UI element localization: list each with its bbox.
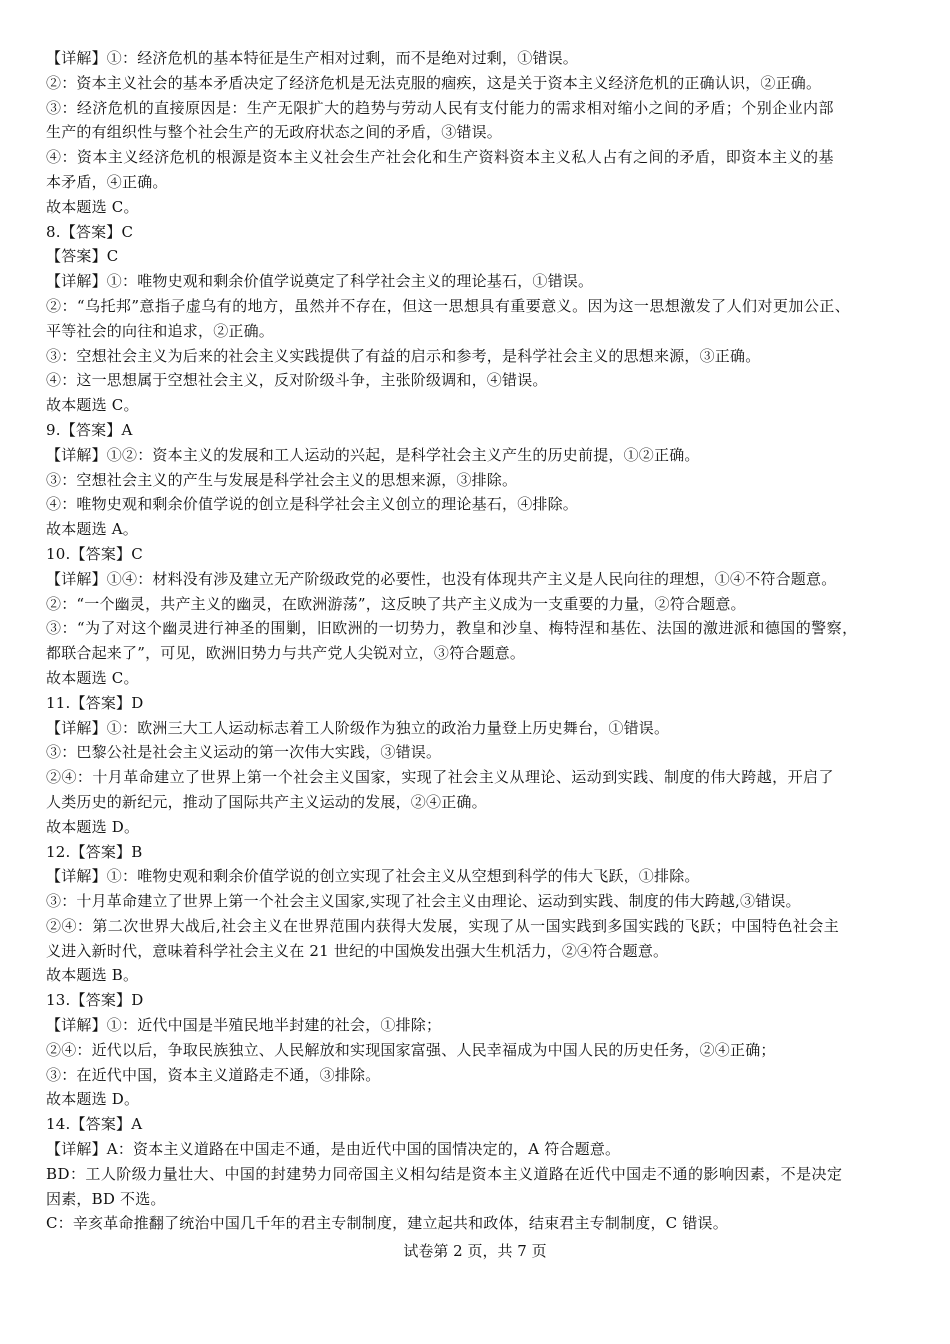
text-line: 【详解】①：近代中国是半殖民地半封建的社会，①排除； <box>46 1016 442 1035</box>
text-line: 义进入新时代，意味着科学社会主义在 21 世纪的中国焕发出强大生机活力，②④符合题意。 <box>46 941 669 960</box>
text-line: 【详解】①：欧洲三大工人运动标志着工人阶级作为独立的政治力量登上历史舞台，①错误。 <box>46 718 670 737</box>
text-line: 故本题选 C。 <box>46 396 139 415</box>
text-line: 【详解】①④：材料没有涉及建立无产阶级政党的必要性，也没有体现共产主义是人民向往的理想，①④不符合题意。 <box>46 569 837 588</box>
text-line: 13.【答案】D <box>46 991 144 1010</box>
text-line: ②④：十月革命建立了世界上第一个社会主义国家，实现了社会主义从理论、运动到实践、制度的伟大跨越，开启了 <box>46 768 834 787</box>
text-line: ④：资本主义经济危机的根源是资本主义社会生产社会化和生产资料资本主义私人占有之间的矛盾，即资本主义的基 <box>46 148 834 167</box>
text-line: BD：工人阶级力量壮大、中国的封建势力同帝国主义相勾结是资本主义道路在近代中国走不通的影响因素，不是决定 <box>46 1164 843 1183</box>
text-line: 故本题选 B。 <box>46 966 139 985</box>
text-line: C：辛亥革命推翻了统治中国几千年的君主专制制度，建立起共和政体，结束君主专制制度，C 错误。 <box>46 1214 728 1233</box>
text-line: 【详解】①：唯物史观和剩余价值学说奠定了科学社会主义的理论基石，①错误。 <box>46 272 594 291</box>
text-line: 平等社会的向往和追求，②正确。 <box>46 321 275 340</box>
text-line: 生产的有组织性与整个社会生产的无政府状态之间的矛盾，③错误。 <box>46 123 503 142</box>
text-line: ②④：近代以后，争取民族独立、人民解放和实现国家富强、人民幸福成为中国人民的历史任务，②④正确； <box>46 1040 776 1059</box>
text-line: 本矛盾，④正确。 <box>46 172 168 191</box>
text-line: 故本题选 D。 <box>46 1090 140 1109</box>
text-line: 【答案】C <box>46 247 119 266</box>
page-footer: 试卷第 2 页，共 7 页 <box>403 1242 547 1260</box>
text-line: ③：巴黎公社是社会主义运动的第一次伟大实践，③错误。 <box>46 743 442 762</box>
text-line: ③：空想社会主义的产生与发展是科学社会主义的思想来源，③排除。 <box>46 470 518 489</box>
text-line: ②：“一个幽灵，共产主义的幽灵，在欧洲游荡”，这反映了共产主义成为一支重要的力量，②符合题意。 <box>46 594 746 613</box>
text-line: 8.【答案】C <box>46 222 134 241</box>
text-line: ③：十月革命建立了世界上第一个社会主义国家,实现了社会主义由理论、运动到实践、制度的伟大跨越,③错误。 <box>46 892 801 911</box>
text-line: 故本题选 C。 <box>46 668 139 687</box>
text-line: ②④：第二次世界大战后,社会主义在世界范围内获得大发展，实现了从一国实践到多国实践的飞跃；中国特色社会主 <box>46 916 840 935</box>
text-line: 人类历史的新纪元，推动了国际共产主义运动的发展，②④正确。 <box>46 792 487 811</box>
text-line: ②：“乌托邦”意指子虚乌有的地方，虽然并不存在，但这一思想具有重要意义。因为这一思想激发了人们对更加公正、 <box>46 296 851 315</box>
document-body <box>46 46 908 1236</box>
text-line: ④：唯物史观和剩余价值学说的创立是科学社会主义创立的理论基石，④排除。 <box>46 495 579 514</box>
text-line: 【详解】①：经济危机的基本特征是生产相对过剩，而不是绝对过剩，①错误。 <box>46 49 579 67</box>
text-line: 【详解】①：唯物史观和剩余价值学说的创立实现了社会主义从空想到科学的伟大飞跃，①排除。 <box>46 867 700 886</box>
text-line: ②：资本主义社会的基本矛盾决定了经济危机是无法克服的痼疾，这是关于资本主义经济危机的正确认识，②正确。 <box>46 73 822 92</box>
text-line: ③：空想社会主义为后来的社会主义实践提供了有益的启示和参考，是科学社会主义的思想来源，③正确。 <box>46 346 761 365</box>
text-line: 14.【答案】A <box>46 1115 143 1134</box>
text-line: 11.【答案】D <box>46 693 144 712</box>
text-line: 9.【答案】A <box>46 420 133 439</box>
text-line: 故本题选 C。 <box>46 197 139 216</box>
text-line: 12.【答案】B <box>46 842 143 861</box>
text-line: 都联合起来了”，可见，欧洲旧势力与共产党人尖锐对立，③符合题意。 <box>46 644 526 663</box>
text-line: ③：“为了对这个幽灵进行神圣的围剿，旧欧洲的一切势力，教皇和沙皇、梅特涅和基佐、法国的激进派和德国的警察， <box>46 619 858 638</box>
text-line: ④：这一思想属于空想社会主义，反对阶级斗争，主张阶级调和，④错误。 <box>46 371 548 390</box>
text-line: 故本题选 A。 <box>46 520 139 539</box>
text-line: 因素，BD 不选。 <box>46 1189 166 1208</box>
text-line: 【详解】A：资本主义道路在中国走不通，是由近代中国的国情决定的，A 符合题意。 <box>46 1140 621 1159</box>
text-line: ③：在近代中国，资本主义道路走不通，③排除。 <box>46 1065 381 1084</box>
text-line: 10.【答案】C <box>46 544 143 563</box>
text-line: 【详解】①②：资本主义的发展和工人运动的兴起，是科学社会主义产生的历史前提，①②正确。 <box>46 445 700 464</box>
text-line: 故本题选 D。 <box>46 817 140 836</box>
text-line: ③：经济危机的直接原因是：生产无限扩大的趋势与劳动人民有支付能力的需求相对缩小之间的矛盾；个别企业内部 <box>46 98 834 117</box>
